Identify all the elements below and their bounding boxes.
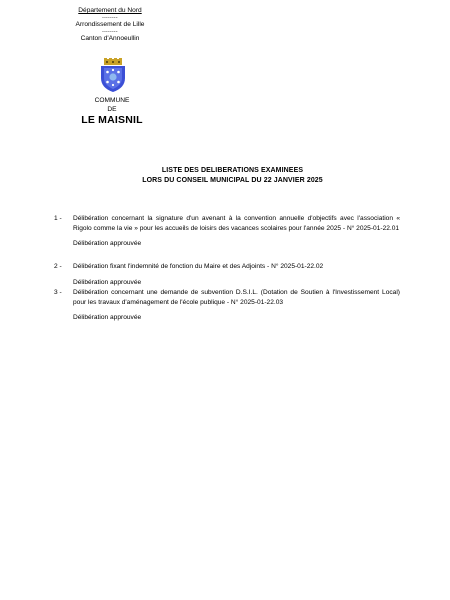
list-item — [54, 214, 400, 249]
item-text: Délibération concernant une demande de subvention D.S.I.L. (Dotation de Soutien à l'Investissement Local) pour les travaux d'aménagement de l'école publique - N° 2025-01-22.03 — [73, 289, 400, 306]
item-result: Délibération approuvée — [73, 278, 142, 286]
item-number: 2 - — [54, 263, 62, 270]
item-text: Délibération concernant la signature d'un avenant à la convention annuelle d'objectifs avec l'association « Rigolo comme la vie » pour les accueils de loisirs des vacances scolaires pour l'année 2025 - N° 2025-01-22.01 — [73, 215, 400, 232]
letterhead — [50, 7, 170, 43]
list-item — [54, 262, 400, 287]
coat-of-arms-icon — [98, 58, 128, 93]
canton-label: Canton d'Annoeullin — [80, 35, 140, 42]
arrondissement-label: Arrondissement de Lille — [75, 21, 145, 28]
item-result: Délibération approuvée — [73, 240, 142, 247]
item-text: Délibération fixant l'indemnité de fonction du Maire et des Adjoints - N° 2025-01-22.02 — [73, 263, 324, 270]
item-number: 1 - — [54, 215, 62, 222]
commune-name: LE MAISNIL — [81, 114, 143, 126]
title-line-2: LORS DU CONSEIL MUNICIPAL DU 22 JANVIER 2025 — [142, 176, 323, 184]
list-item — [54, 288, 400, 323]
department-label: Département du Nord — [78, 7, 142, 14]
separator: -------- — [102, 15, 118, 21]
de-label: DE — [107, 105, 117, 113]
document-title — [60, 166, 405, 185]
commune-label: COMMUNE — [94, 97, 130, 104]
item-result: Délibération approuvée — [73, 314, 142, 321]
separator: -------- — [102, 29, 118, 35]
title-line-1: LISTE DES DELIBERATIONS EXAMINEES — [161, 167, 304, 174]
item-number: 3 - — [54, 289, 62, 296]
commune-heading — [62, 97, 162, 127]
